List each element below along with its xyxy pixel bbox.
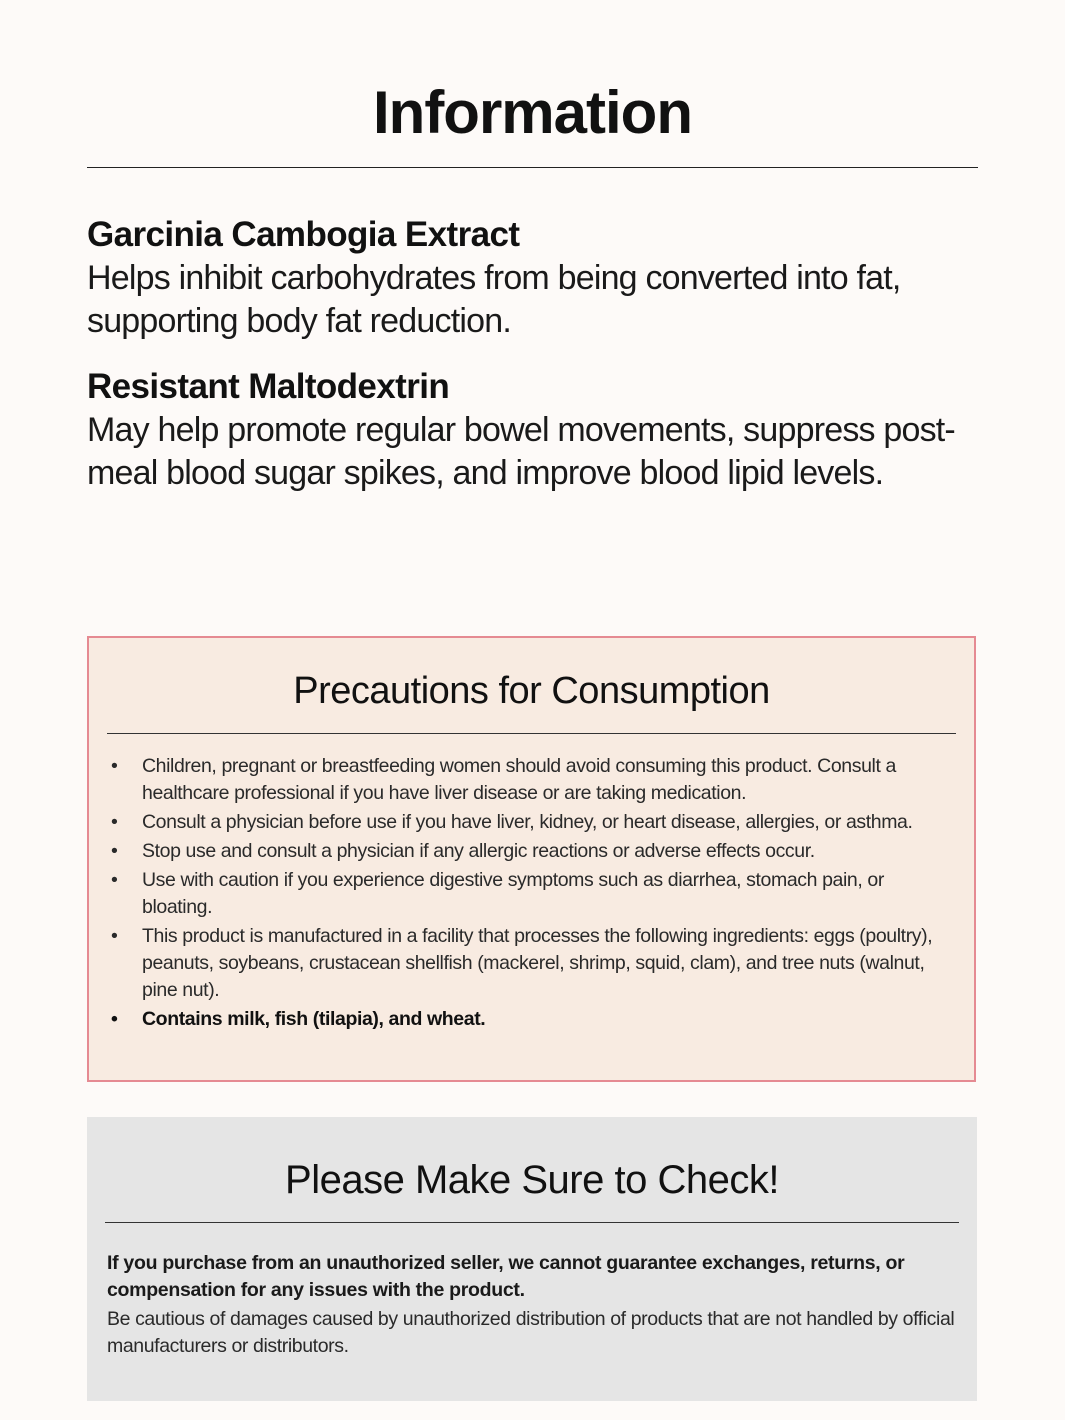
check-warning-normal: Be cautious of damages caused by unauthorized distribution of products that are not handled by official manufacturers or distributors. — [107, 1308, 955, 1357]
precautions-title: Precautions for Consumption — [293, 670, 770, 712]
precaution-text: This product is manufactured in a facility that processes the following ingredients: eggs (poultry), peanuts, soybeans, crustacean shellfish (mackerel, shrimp, squid, clam), and tree nuts (walnut, pine nut). — [142, 925, 933, 1001]
precaution-item — [107, 838, 947, 865]
check-title: Please Make Sure to Check! — [285, 1158, 779, 1202]
precaution-text: Children, pregnant or breastfeeding women should avoid consuming this product. Consult a healthcare professional if you have liver disease or are taking medication. — [142, 755, 896, 804]
precaution-item — [107, 753, 947, 807]
bullet-icon: • — [111, 869, 118, 891]
precaution-text: Contains milk, fish (tilapia), and wheat. — [142, 1008, 486, 1030]
page-title: Information — [373, 79, 692, 146]
check-box — [87, 1117, 977, 1401]
ingredients-section — [87, 213, 977, 517]
precautions-box — [87, 636, 976, 1082]
check-warning-strong: If you purchase from an unauthorized seller, we cannot guarantee exchanges, returns, or compensation for any issues with the product. — [107, 1252, 905, 1301]
precaution-text: Consult a physician before use if you have liver, kidney, or heart disease, allergies, or asthma. — [142, 811, 913, 833]
precaution-item — [107, 809, 947, 836]
ingredient-item — [87, 365, 977, 495]
bullet-icon: • — [111, 840, 118, 862]
bullet-icon: • — [111, 1008, 118, 1030]
precaution-text: Stop use and consult a physician if any allergic reactions or adverse effects occur. — [142, 840, 815, 862]
bullet-icon: • — [111, 755, 118, 777]
ingredient-name: Garcinia Cambogia Extract — [87, 215, 520, 254]
ingredient-description: Helps inhibit carbohydrates from being converted into fat, supporting body fat reduction. — [87, 259, 901, 340]
ingredient-item — [87, 213, 977, 343]
bullet-icon: • — [111, 811, 118, 833]
check-divider — [105, 1222, 959, 1223]
precaution-item — [107, 923, 947, 1004]
precaution-item — [107, 867, 947, 921]
ingredient-name: Resistant Maltodextrin — [87, 367, 450, 406]
bullet-icon: • — [111, 925, 118, 947]
check-text — [107, 1250, 967, 1360]
title-divider — [87, 167, 978, 168]
precaution-item-allergens — [107, 1006, 947, 1033]
precautions-list — [107, 753, 947, 1035]
ingredient-description: May help promote regular bowel movements, suppress post-meal blood sugar spikes, and improve blood lipid levels. — [87, 411, 955, 492]
precautions-divider — [107, 733, 956, 734]
precaution-text: Use with caution if you experience digestive symptoms such as diarrhea, stomach pain, or bloating. — [142, 869, 884, 918]
